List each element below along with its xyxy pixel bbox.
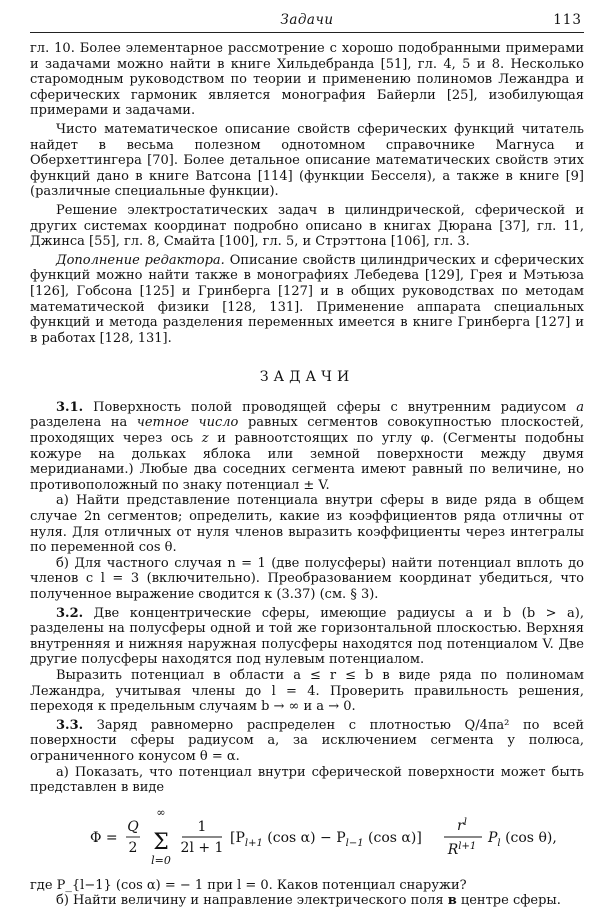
- problem-text: равных сегментов совокупностью плоскостей, проходящих через ось: [30, 415, 584, 447]
- problem-3-1: [30, 400, 584, 494]
- var-R: R: [447, 841, 459, 858]
- formula-q-denominator: 2: [128, 839, 138, 856]
- editor-note: [30, 253, 584, 347]
- editor-note-text: Описание свойств цилиндрических и сферических функций можно найти также в монографиях Лебедева [129], Грея и Мэтьюза [126], Гобсона [125] и Гринберга [127] и в общих руководствах по методам математической физики [128, 131]. Применение аппарата специальных функций и метода разделения переменных имеется в книге Гринберга [127] и в работах [128, 131].: [30, 252, 584, 346]
- sum-lower-limit: l=0: [151, 853, 171, 867]
- problem-3-1-part-a: а) Найти представление потенциала внутри сферы в виде ряда в общем случае 2n сегментов; определить, какие из коэффициентов ряда отличны от нуля. Для отличных от нуля членов выразить коэффициенты через интегралы по переменной cos θ.: [30, 493, 584, 556]
- problem-3-1-part-b: б) Для частного случая n = 1 (две полусферы) найти потенциал вплоть до членов с l = 3 (включительно). Преобразованием координат убедиться, что полученное выражение сводится к (3.37) (см. § 3).: [30, 555, 584, 602]
- problem-number: 3.3.: [56, 717, 84, 733]
- problem-text: Заряд равномерно распределен с плотностью Q/4πa² по всей поверхности сферы радиусом a, за исключением сегмента у полюса, ограниченного конусом θ = α.: [30, 717, 584, 764]
- page-number: 113: [553, 12, 582, 28]
- problem-3-3-part-b: [30, 893, 584, 908]
- formula-bracket: [230, 830, 422, 849]
- potential-formula: [30, 806, 584, 868]
- problem-text: б) Найти величину и направление электрического поля: [56, 893, 448, 908]
- running-header: [30, 8, 584, 33]
- subscript: l−1: [345, 837, 364, 849]
- formula-lhs: Φ =: [90, 829, 118, 846]
- running-title: Задачи: [280, 12, 334, 28]
- bold-word: в: [447, 893, 457, 908]
- var-r: r: [457, 817, 464, 834]
- problem-text: Поверхность полой проводящей сферы с внутренним радиусом: [83, 399, 577, 415]
- bracket-mid: (cos α) − P: [262, 829, 346, 846]
- variable: a: [576, 399, 584, 415]
- tail-end: (cos θ),: [500, 829, 557, 846]
- section-title: ЗАДАЧИ: [259, 369, 355, 386]
- problem-text: и равноотстоящих по углу φ. (Сегменты подобны кожуре на дольках яблока или земной поверхности между двумя меридианами.) Любые два соседних сегмента имеют равный по величине, но противоположный по знаку потенциал ± V.: [30, 431, 584, 493]
- formula-frac3-denominator: [447, 841, 477, 858]
- problem-3-2: [30, 606, 584, 668]
- problem-text: разделена на: [30, 415, 137, 431]
- problem-3-3-after-formula: где P_{l−1} (cos α) = − 1 при l = 0. Каков потенциал снаружи?: [30, 877, 467, 893]
- formula-tail: [487, 830, 557, 849]
- superscript: l: [463, 816, 467, 828]
- formula-q-numerator: Q: [127, 818, 139, 835]
- page-body: [30, 41, 584, 908]
- subscript: l: [497, 837, 501, 849]
- formula-svg: [30, 806, 584, 868]
- bracket-close: (cos α)]: [363, 829, 422, 846]
- problem-number: 3.1.: [56, 399, 84, 415]
- formula-frac2-denominator: 2l + 1: [180, 839, 224, 856]
- problem-3-2-task: Выразить потенциал в области a ≤ r ≤ b в виде ряда по полиномам Лежандра, учитывая члены до l = 4. Проверить правильность решения, переходя к предельным случаям b → ∞ и a → 0.: [30, 667, 584, 715]
- formula-frac3-numerator: [457, 817, 467, 834]
- problem-text: центре сферы.: [456, 893, 561, 908]
- problem-number: 3.2.: [56, 605, 84, 621]
- legendre-p: P: [488, 829, 498, 846]
- sum-upper-limit: ∞: [156, 805, 166, 819]
- book-page: [30, 8, 584, 908]
- intro-paragraph-2: Чисто математическое описание свойств сферических функций читатель найдет в весьма полезном однотомном справочнике Магнуса и Оберхеттингера [70]. Более детальное описание математических свойств этих функций дано в книге Ватсона [114] (функции Бесселя), а также в книге [9] (различные специальные функции).: [30, 121, 584, 200]
- problem-3-3-part-a: а) Показать, что потенциал внутри сферической поверхности может быть представлен в виде: [30, 764, 584, 796]
- superscript: l+1: [458, 840, 477, 852]
- subscript: l+1: [244, 837, 263, 849]
- problem-text: Две концентрические сферы, имеющие радиусы a и b (b > a), разделены на полусферы одной и той же горизонтальной плоскостью. Верхняя внутренняя и нижняя наружная полусферы находятся под потенциалом V. Две другие полусферы находятся под нулевым потенциалом.: [30, 605, 584, 668]
- bracket-open: [P: [230, 829, 245, 846]
- emphasis: четное число: [136, 415, 239, 431]
- sum-sign: Σ: [153, 829, 169, 855]
- variable: z: [201, 431, 209, 447]
- formula-frac2-numerator: 1: [197, 818, 207, 835]
- problem-3-3: [30, 718, 584, 765]
- editor-note-lead: Дополнение редактора.: [56, 252, 225, 268]
- intro-paragraph-1: гл. 10. Более элементарное рассмотрение с хорошо подобранными примерами и задачами можно найти в книге Хильдебранда [51], гл. 4, 5 и 8. Несколько старомодным руководством по теории и применению полиномов Лежандра и сферических гармоник является монография Байерли [25], изобилующая примерами и задачами.: [30, 41, 584, 119]
- intro-paragraph-3: Решение электростатических задач в цилиндрической, сферической и других системах координат подробно описано в книгах Дюрана [37], гл. 11, Джинса [55], гл. 8, Смайта [100], гл. 5, и Стрэттона [106], гл. 3.: [30, 202, 584, 250]
